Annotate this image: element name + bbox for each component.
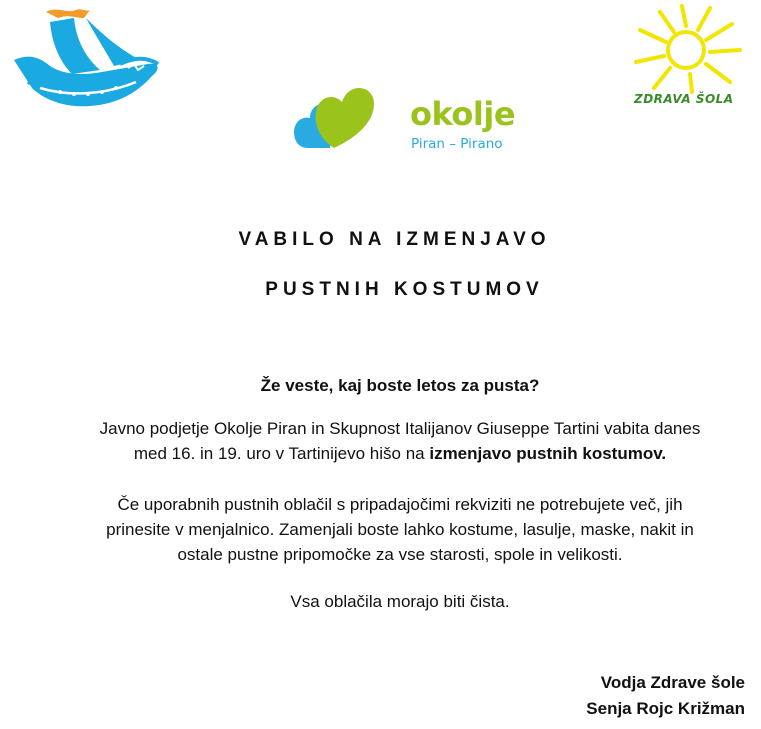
paragraph-1-line-2 [40,441,760,466]
ship-logo-icon [10,4,162,110]
sun-logo-text: ZDRAVA ŠOLA [634,92,734,106]
paragraph-2-line-3: ostale pustne pripomočke za vse starosti, spole in velikosti. [177,545,623,564]
paragraph-2-line-1: Če uporabnih pustnih oblačil s pripadajočimi rekviziti ne potrebujete več, jih [117,495,683,514]
okolje-brand-subtitle: Piran – Pirano [411,136,503,152]
paragraph-1-emphasis: izmenjavo pustnih kostumov. [429,444,667,463]
sun-logo-icon [632,2,744,94]
paragraph-2-line-2: prinesite v menjalnico. Zamenjali boste lahko kostume, lasulje, maske, nakit in [106,520,694,539]
title-line-2: PUSTNIH KOSTUMOV [265,279,544,300]
okolje-logo-icon [294,78,374,150]
intro-question: Že veste, kaj boste letos za pusta? [260,376,540,395]
signature-role: Vodja Zdrave šole [600,673,745,692]
paragraph-1-line-2-text: med 16. in 19. uro v Tartinijevo hišo na [133,444,430,463]
okolje-brand-name: okolje [410,95,516,133]
paragraph-3: Vsa oblačila morajo biti čista. [290,592,510,611]
paragraph-1 [40,416,760,466]
signature-name: Senja Rojc Križman [586,699,745,718]
paragraph-2 [40,492,760,567]
title-line-1: VABILO NA IZMENJAVO [238,229,551,250]
paragraph-1-line-1: Javno podjetje Okolje Piran in Skupnost Italijanov Giuseppe Tartini vabita danes [99,419,701,438]
